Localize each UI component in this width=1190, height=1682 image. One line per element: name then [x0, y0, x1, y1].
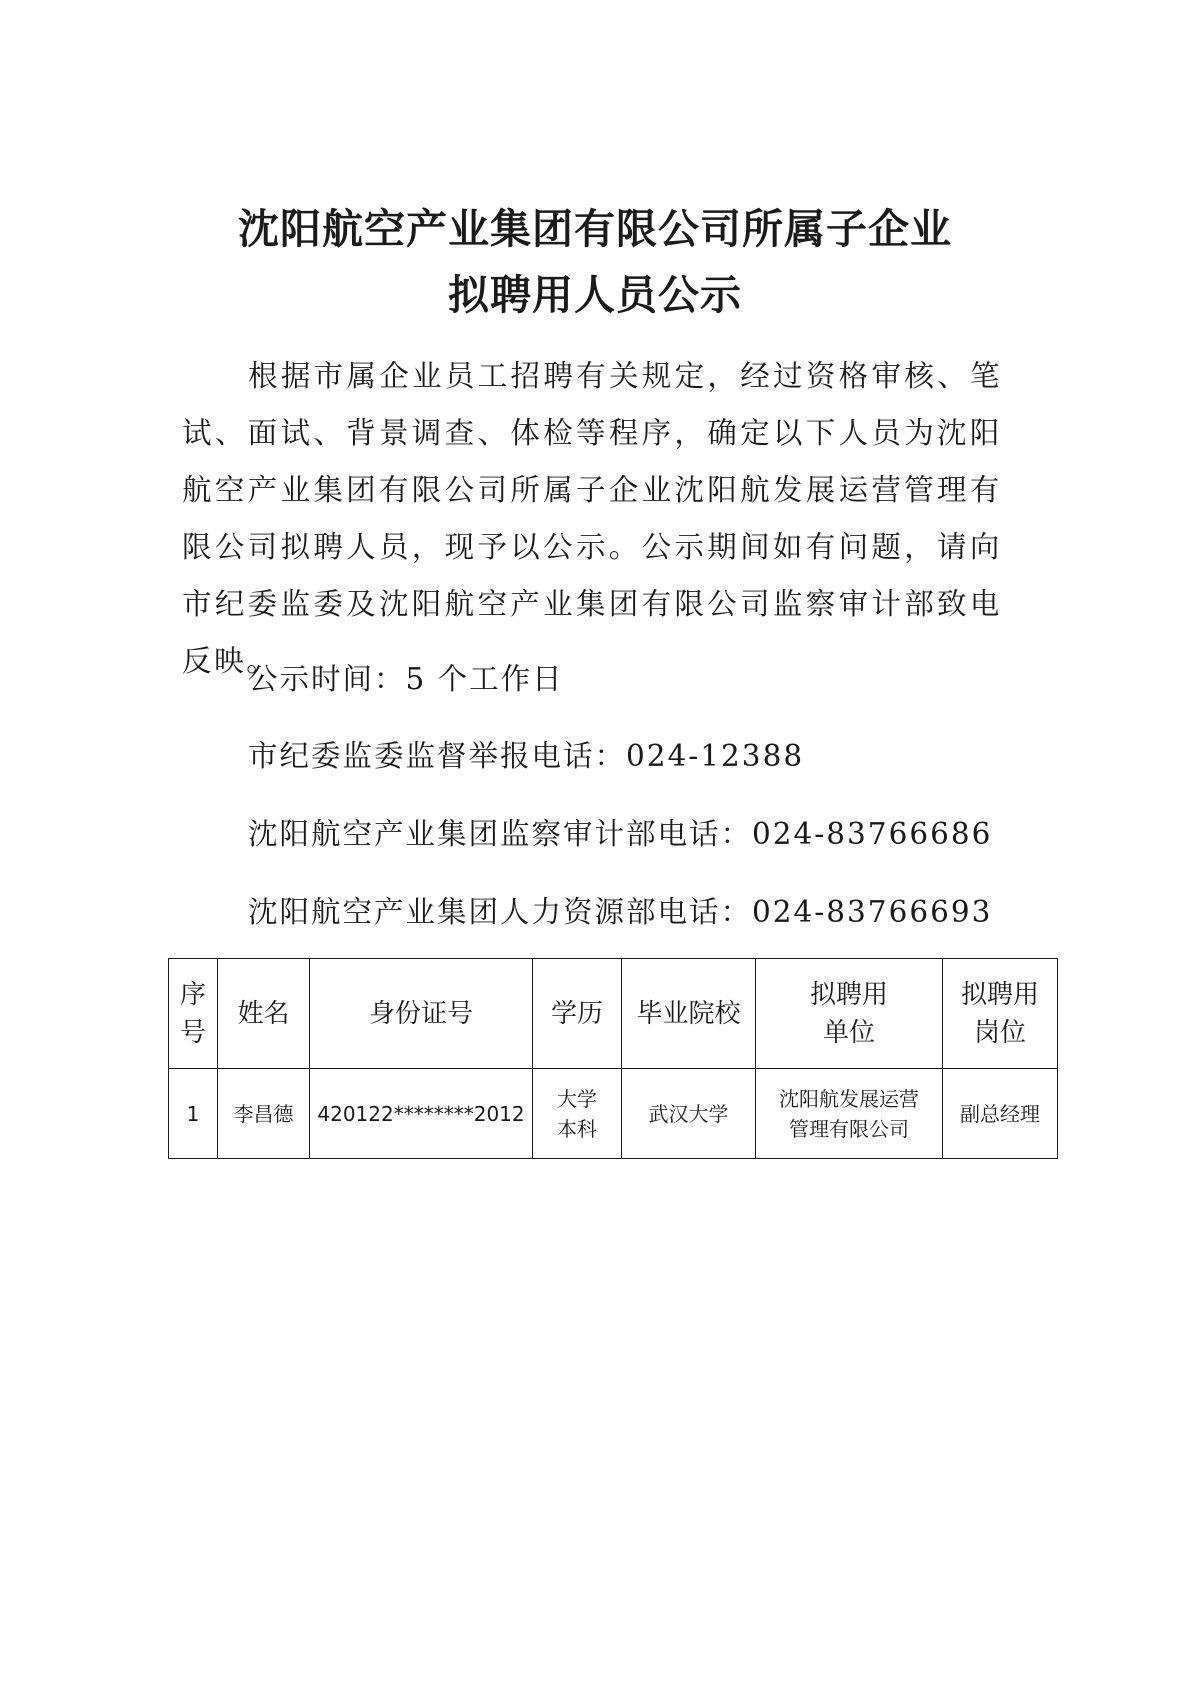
candidate-table	[168, 958, 1058, 1159]
cell-education: 大学本科	[533, 1069, 622, 1159]
header-cell: 姓名	[218, 959, 310, 1069]
table-row	[169, 1069, 1058, 1159]
cell-school: 武汉大学	[622, 1069, 756, 1159]
header-cell: 身份证号	[310, 959, 533, 1069]
phone-hr-dept: 沈阳航空产业集团人力资源部电话：024-83766693	[248, 895, 993, 929]
header-cell: 序号	[169, 959, 218, 1069]
body-paragraph: 根据市属企业员工招聘有关规定，经过资格审核、笔试、面试、背景调查、体检等程序，确定以下人员为沈阳航空产业集团有限公司所属子企业沈阳航发展运营管理有限公司拟聘人员，现予以公示。公示期间如有问题，请向市纪委监委及沈阳航空产业集团有限公司监察审计部致电反映。	[182, 359, 1002, 678]
document-title-line2: 拟聘用人员公示	[448, 271, 742, 319]
header-cell: 拟聘用单位	[756, 959, 943, 1069]
cell-index: 1	[169, 1069, 218, 1159]
header-cell: 学历	[533, 959, 622, 1069]
header-cell: 拟聘用岗位	[943, 959, 1058, 1069]
header-cell: 毕业院校	[622, 959, 756, 1069]
document-title-line1: 沈阳航空产业集团有限公司所属子企业	[238, 205, 952, 253]
cell-position: 副总经理	[943, 1069, 1058, 1159]
cell-unit: 沈阳航发展运营管理有限公司	[756, 1069, 943, 1159]
cell-name: 李昌德	[218, 1069, 310, 1159]
hotline-discipline: 市纪委监委监督举报电话：024-12388	[248, 739, 805, 773]
phone-audit-dept: 沈阳航空产业集团监察审计部电话：024-83766686	[248, 817, 993, 851]
cell-id-number: 420122********2012	[310, 1069, 533, 1159]
table-header-row	[169, 959, 1058, 1069]
notice-period: 公示时间：5 个工作日	[248, 662, 564, 696]
